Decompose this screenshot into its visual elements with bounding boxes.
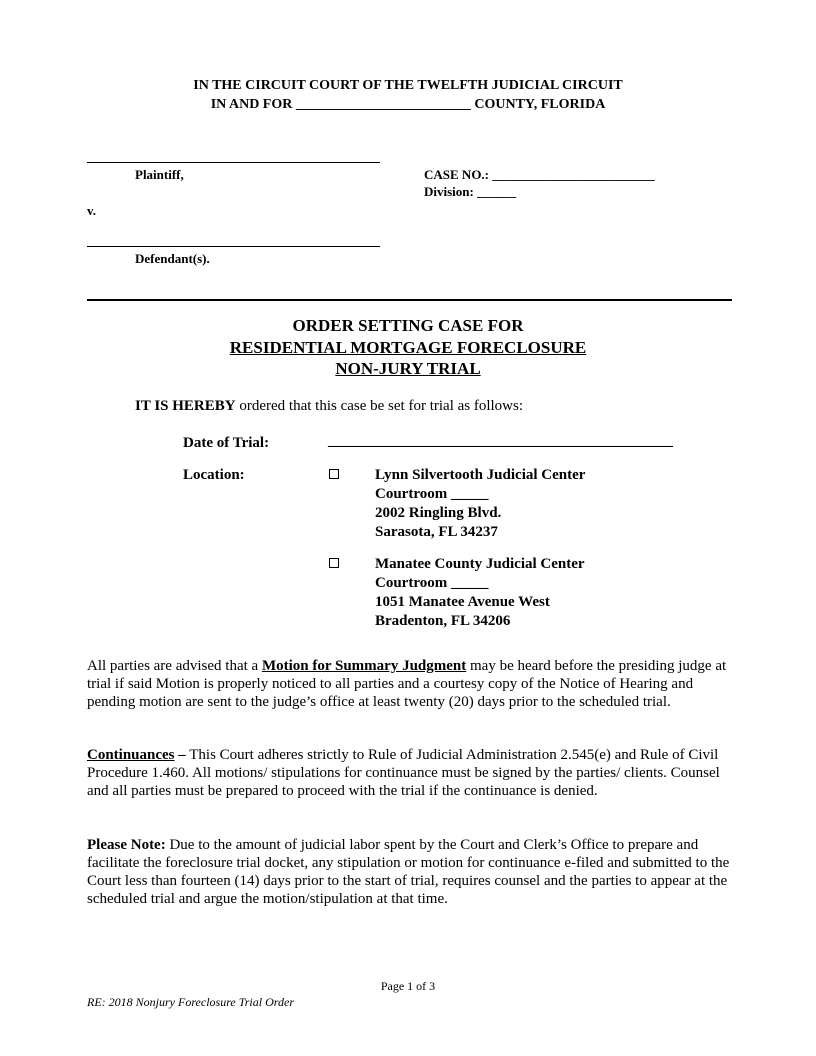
continuances-text: This Court adheres strictly to Rule of Judicial Administration 2.545(e) and Rule of Civil Procedure 1.460. All motions/ stipulations for continuance must be signed by the parties/ clients. Counsel and all parties must be prepared to proceed with the trial if the continuance is denied. — [87, 747, 720, 799]
plaintiff-label: Plaintiff, — [135, 167, 184, 182]
versus-label: v. — [87, 203, 97, 218]
location-label: Location: — [183, 467, 245, 483]
msj-text-pre: All parties are advised that a — [87, 658, 262, 674]
court-header-line2: IN AND FOR _________________________ COUNTY, FLORIDA — [210, 97, 606, 112]
location-2-street: 1051 Manatee Avenue West — [375, 594, 550, 610]
msj-term: Motion for Summary Judgment — [261, 658, 467, 674]
summary-judgment-paragraph — [87, 657, 732, 711]
continuances-term: Continuances — [87, 747, 175, 763]
order-title-line2-wrap — [0, 338, 816, 358]
document-reference: RE: 2018 Nonjury Foreclosure Trial Order — [87, 995, 294, 1009]
page-number: Page 1 of 3 — [380, 979, 436, 993]
please-note-term: Please Note: — [87, 837, 166, 853]
location-2-name: Manatee County Judicial Center — [375, 556, 585, 572]
trial-date-blank: ______________________________________________ — [328, 433, 673, 449]
please-note-paragraph — [87, 836, 732, 908]
plaintiff-signature-line — [87, 162, 380, 163]
location-2-city: Bradenton, FL 34206 — [375, 613, 511, 629]
continuances-paragraph — [87, 746, 732, 800]
continuances-dash: – — [174, 747, 186, 763]
case-number-label: CASE NO.: _________________________ — [424, 167, 655, 182]
msj-text-post: may be heard before the presiding judge at trial if said Motion is properly noticed to all parties and a courtesy copy of the Notice of Hearing and pending motion are sent to the judge’s office at least twenty (20) days prior to the scheduled trial. — [87, 658, 727, 710]
division-label: Division: ______ — [424, 184, 517, 199]
order-lead-bold: IT IS HEREBY — [135, 398, 236, 414]
please-note-text: Due to the amount of judicial labor spent by the Court and Clerk’s Office to prepare and facilitate the foreclosure trial docket, any stipulation or motion for continuance e-filed and submitted to the Court less than fourteen (14) days prior to the start of trial, requires counsel and the parties to appear at the scheduled trial and argue the motion/stipulation at that time. — [87, 837, 730, 907]
defendant-label: Defendant(s). — [135, 251, 210, 266]
location-checkbox-sarasota[interactable] — [329, 469, 339, 479]
location-1-street: 2002 Ringling Blvd. — [375, 505, 502, 521]
order-title-line3: NON-JURY TRIAL — [335, 359, 481, 378]
order-title-line2: RESIDENTIAL MORTGAGE FORECLOSURE — [229, 338, 587, 357]
caption-divider — [87, 299, 732, 301]
court-header-line1: IN THE CIRCUIT COURT OF THE TWELFTH JUDICIAL CIRCUIT — [193, 78, 623, 93]
trial-date-label: Date of Trial: — [183, 435, 270, 451]
defendant-signature-line — [87, 246, 380, 247]
location-1-city: Sarasota, FL 34237 — [375, 524, 498, 540]
location-1-courtroom: Courtroom _____ — [375, 486, 489, 502]
order-lead-text: ordered that this case be set for trial as follows: — [235, 398, 524, 414]
location-checkbox-bradenton[interactable] — [329, 558, 339, 568]
order-title-line3-wrap — [0, 359, 816, 379]
order-lead — [135, 398, 523, 415]
location-1-name: Lynn Silvertooth Judicial Center — [375, 467, 586, 483]
location-2-courtroom: Courtroom _____ — [375, 575, 489, 591]
order-title-line1: ORDER SETTING CASE FOR — [292, 316, 524, 335]
